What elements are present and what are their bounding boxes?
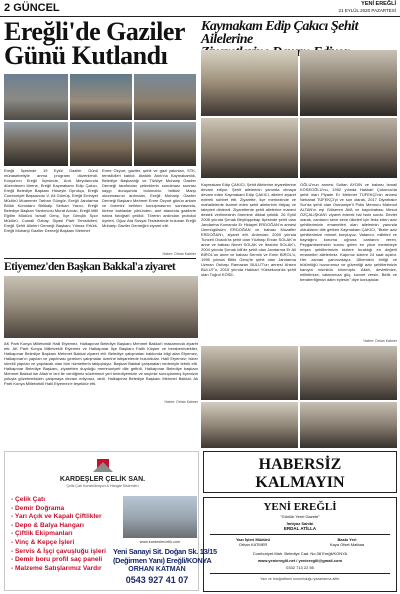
imprint-subtitle: "Günlük Yerel Gazete" — [280, 514, 320, 519]
ad-logo-icon — [43, 458, 163, 478]
imprint-divider — [210, 534, 390, 535]
imprint-editor: Orhan KATMER — [238, 542, 268, 547]
imprint-address: Cumhuriyet Mah. Belediye Cad. No:38 Ereğli/KONYA — [252, 551, 348, 556]
kaymakam-body-col2: OĞLU'nun annesi Sultan AYDIN ve babası İsmail KÖSEOĞLU'nu, 1992 yılında Hakkari Çukurca'da şehit olan Piyade Er Mehmet TÜFEKÇİ'nin annesi Nebahat TÜFEKÇİ'yi ve son olarak, 2017 Diyarbakır Sur'da şehit olan Osmaniye'li Polis Memuru Mahmut ALTAN'ın eşi Gülseren AVA ve kayınbabası Mesut ÖZÇALIŞKAN'ı ziyaret ederek hal hatır sordu. Devlet olarak, canlarını seve seve ülkeleri için feda eden aziz şehitlerimizin emanetleri olan ailelerinin yanında olduklarını dile getiren Kaymakam ÇAKICI, "Bizler aziz şehitlerimize minnet borçluyuz. Vatanını, milletini ve bayrağını koruma uğruna canlarını veren, Peygamberimizin sunnu gelen en yüce mertebeye erişen şehitlerimizin bizlere bıraktığı en değerli emanetler ailelerimiz. Kapımız sizlere 24 saat açıktır. Her zaman yanınızdayız. Ülkemizin birliği ve bütünlüğü huzurumuz ve güvenliği aziz şehitlerimizin kanıyla mümkün kılınmıştır. Allah, devletimize, milletimize, vatanımıza güç, kuvvet versin. Birlik ve beraberliğimizi daim eylesin" diye konuştular. — [300, 182, 397, 282]
gaziler-body-col2: Emre Özyurt, gaziler, şehit ve gazi yakınları, STK, temsilcileri katıldı. Atatürk Anıtı'na Kaymakamlık, Belediye Başkanlığı ve Türkiye Muharip Gaziler Derneği tarafından çelenklerin sunulması sonrası saygı duruşunda bulunuldu. İstiklal Marşı okunmasının ardından, Ereğli Muharip Gaziler Derneği Başkanı Mehmet Emre Özyurt günün anlam ve önemini belirten konuşmasının sonrasında, törene katılanlar yönünden, anıt alanında gazilerle hatıra fotoğrafı çekildi. Törenin ardından protokol üyeleri, Oğuz Ata Sosyal Tesislerinde bulunan Ereğli Muharip Gaziler Derneğini ziyaret etti. — [102, 168, 196, 228]
kaymakam-photo-1 — [201, 50, 298, 116]
imprint-print: Kaya Ofset Matbaa — [329, 542, 365, 547]
kardesler-celik-ad — [4, 451, 217, 591]
kaymakam-photo-4 — [300, 118, 397, 178]
ad-address-1: Yeni Sanayi Sit. Doğan Sk. 13/15 — [113, 547, 217, 556]
gaziler-headline — [4, 17, 196, 70]
ad-brand: KARDEŞLER ÇELİK SAN. — [59, 476, 146, 483]
gaziler-headline-line1: Ereğli'de Gaziler — [4, 17, 185, 46]
bakkal-photo-5 — [300, 402, 397, 448]
paper-name: YENİ EREĞLİ — [361, 1, 396, 7]
gaziler-photo-3 — [134, 74, 196, 120]
ad-phone[interactable]: 0543 927 41 07 — [125, 575, 189, 585]
section-name: GÜNCEL — [13, 2, 60, 14]
kaymakam-body-col1: Kaymakam Edip ÇAKICI, Şehit Ailelerine ziyaretlerine devam ediyor. Şehit ailelerinin yanında olmaya devam eden Kaymakam Edip ÇAKICI, aileleri ziyaret ederek sohbet etti. Ziyarette, ilçe merkezinde ve mahallelerde ikamet eden şehit ailelerinin ihtiyaç ve talepleri dinlendi. Ziyaretlerde şehit ailelerine manevi destek verilmesinin önemine dikkat çekildi. 26 Eylül 2008 yılında Şırnak Beytüşşebap ilçesinde şehit olan Jandarma Komando Er Hidayet ERDOĞAN'ın annesi Ümmügülsüm ERDOĞAN ve babası Muzaffer ERDOĞAN'ı, ziyaret etti. Ardından; 2000 yılında Tunceli Ovacık'ta şehit olan Yüzbaşı Ercan SOLAK'ın anne ve babası Nimet SOLAK ve İbrahim SOLAK'ı, 2004 yılında Şırnak İdil'de şehit olan Jandarma Er Ali BİROL'un anne ve babası Sermin ve Emin BİROL'u, 1995 yılında Bitlis Genç'te şehit olan Jandarma Uzman Onbaşı Ramazan BULUT'un annesi Ahsen BULUT'u, 2015 yılında Hakkari Yüksekova'da şehit olan Tuğrul KÖSE- — [201, 182, 296, 277]
bakkal-body: AK Parti Konya Milletvekili Halil Etyemez, Halkapınar Belediye Başkanı Mehmet Bakkal'ı makamında ziyaret etti. AK Parti Konya Milletvekili Etyemez ve Halkapınar İlçe Başkanı Fatih Köşker ve beraberindekiler, Halkapınar Belediye Başkanı Mehmet Bakkal ziyaret etti. Belediye çalışmaları hakkında bilgi alan Etyemez, Halkapınar'ın yapılan ve yapılması gereken çalışmalar üzerine istişarelerde bulundular. Halil Etyemez; bizler sürekli yapılan ve yapılacak olan tüm hizmetlerin takipçisiyiz. Başkan Bakkal çalışmaları nedeniyle tebrik etti. Halkapınar Belediye Başkanı, ziyaretten duyduğu memnuniyeti dile getirdi. Halkapınar Belediye başkanı Mehmet Bakkal ise Allah'ın izni ile verdiğimiz sözlerimizi yeri belediyemizle ve seçimle sonuçlanmış ilçemizin yoluyla gözetmeksizin çalışmaya devam ediyoruz, dedi. Halkapınar Belediye Başkanı Mehmet Bakkal, Ak Parti Konya Milletvekili Halil Etyemez'e teşekkür etti. — [4, 341, 198, 386]
ad-service-item: - Çelik Çatı — [11, 496, 46, 503]
bakkal-credit: Haber: Orhan Katmer — [164, 400, 198, 404]
habersiz-line1: HABERSİZ — [258, 456, 342, 473]
ad-service-item: - Çiftlik Ekipmanları — [11, 530, 73, 538]
page-number: 2 — [4, 2, 11, 14]
divider — [4, 258, 196, 259]
bakkal-photo-3 — [300, 346, 397, 400]
ad-service-item: - Malzeme Satışlarımız Vardır — [11, 564, 102, 572]
ad-service-item: - Servis & İşçi çavuşluğu işleri — [11, 547, 106, 555]
kaymakam-photo-3 — [201, 118, 298, 178]
gaziler-photo-5 — [70, 122, 132, 166]
gaziler-photo-4 — [4, 122, 68, 166]
imprint-title: YENİ EREĞLİ — [263, 501, 337, 513]
gaziler-credit: Haber: Orhan Katmer — [162, 252, 196, 256]
imprint-editor-label: Yazı İşleri Müdürü — [235, 537, 270, 542]
ad-website[interactable]: www.kardeslercelik.com — [139, 540, 181, 544]
imprint-box — [203, 497, 397, 592]
page-header — [0, 0, 400, 17]
ad-services-list — [11, 496, 121, 573]
bakkal-headline: Etiyemez'den Başkan Bakkal'a ziyaret — [4, 261, 176, 273]
kaymakam-credit: Haber: Orhan Katmer — [363, 339, 397, 343]
imprint-note: Yazı ve fotoğrafların sorumluluğu yazarlarına aittir. — [260, 577, 340, 581]
ad-service-item: - Demir boru profil saç paneli — [11, 556, 103, 564]
kaymakam-headline-line1: Kaymakam Edip Çakıcı Şehit Ailelerine — [201, 19, 358, 47]
imprint-web[interactable]: www.yeniereglil.net / yeniereglil@gmail.com — [258, 558, 342, 563]
issue-date: 21 EYLÜL 2020 PAZARTESİ — [338, 8, 396, 13]
habersiz-box — [203, 451, 397, 493]
bakkal-photo-2 — [201, 346, 298, 400]
ad-service-item: - Depo & Balya Hangarı — [11, 521, 84, 529]
imprint-owner-label: İmtiyaz Sahibi — [286, 521, 314, 526]
gaziler-photo-6 — [134, 122, 196, 166]
ad-owner: ORHAN KATMAN — [128, 566, 186, 573]
imprint-print-label: Baskı Yeri — [337, 537, 357, 542]
imprint-owner: ERDAL ATİLLA — [283, 526, 317, 531]
gaziler-headline-line2: Günü Kutlandı — [4, 41, 168, 70]
habersiz-line2: KALMAYIN — [255, 474, 345, 491]
ad-photo — [123, 496, 197, 538]
kaymakam-photo-2 — [300, 50, 397, 116]
ad-service-item: - Demir Doğrama — [11, 504, 65, 512]
bakkal-photo — [4, 276, 198, 338]
gaziler-photo-2 — [70, 74, 132, 120]
imprint-phone: 0332 713 22 55 — [286, 565, 314, 570]
ad-address-2: (Değirmen Yanı) Ereğli/KONYA — [113, 556, 212, 565]
page-section-tag — [4, 2, 60, 14]
gaziler-body-col1: Ereğli İlçesinde 19 Eylül Gaziler Günü münasebetiyle anma programı düzenlendi. Konya'nın Ereğli İlçesinde, Anıt Meydanında düzenlenen törene, Ereğli Kaymakamı Edip Çakıcı, Ereğli Belediye Başkanı Hüseyin Oprukçu, Ereğli Cumhuriyet Başsavcısı V. Ali Gümüş, Ereğli Emniyet Müdürü Muammer Tarhan Güngör, Ereğli Jandarma Bölük Komutanı Birlikalp Serkan Yazıcı, Ereğli Belediye Başkan Yardımcısı Murat Arıcan, Ereğli Milli Eğitim Müdürü İsmail Genç, İlçe Gençlik Spor Müdürü, Cumali Özbay, Siyasi Parti Temsilcileri, Ereğli Şehit Aileleri Derneği Başkanı Yılmaz Ertürk, Ereğli Muharip Gaziler Derneği Başkanı Mehmet — [4, 168, 98, 233]
gaziler-photo-1 — [4, 74, 68, 120]
ad-service-item: - Vinç & Kepçe İşleri — [11, 538, 75, 546]
bakkal-photo-4 — [201, 402, 298, 448]
ad-service-item: - Yarı Açık ve Kapalı Çiftlikler — [11, 513, 102, 521]
imprint-divider-2 — [210, 573, 390, 574]
ad-tagline: Çelik Çatı Konstrüksiyon & Hangar Sistemleri — [66, 484, 139, 488]
